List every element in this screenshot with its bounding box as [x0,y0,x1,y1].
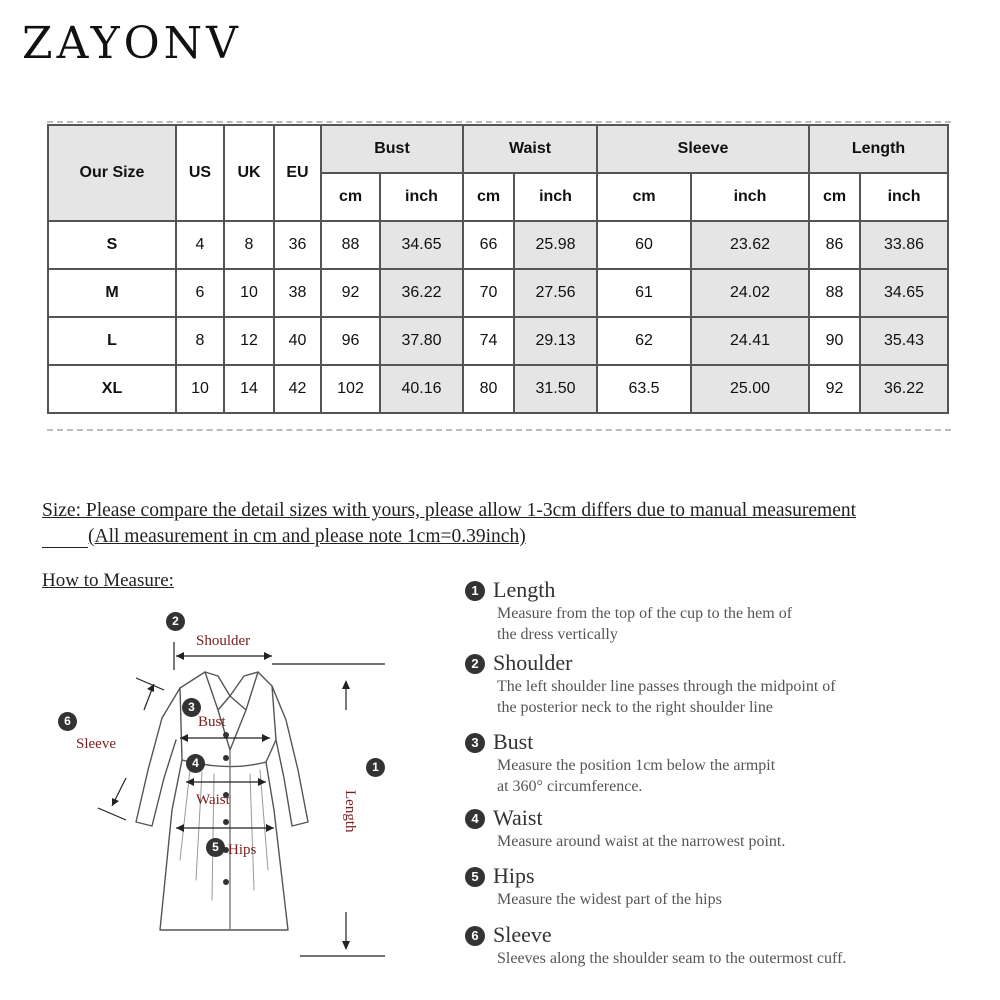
unit-waist-cm: cm [463,173,514,221]
uk-cell: 14 [224,365,274,413]
sleeve-cm-cell: 62 [597,317,691,365]
unit-waist-inch: inch [514,173,597,221]
how-to-measure-heading: How to Measure: [42,570,174,591]
number-5-icon: 5 [465,867,485,887]
us-cell: 4 [176,221,224,269]
number-3-icon: 3 [465,733,485,753]
instruction-title: Sleeve [493,922,552,947]
us-cell: 8 [176,317,224,365]
shoulder-label: Shoulder [196,633,251,649]
header-bust: Bust [321,125,463,173]
brand-logo: ZAYONV [22,18,242,69]
instruction-title: Length [493,577,556,602]
table-header-row [48,125,948,173]
instruction-hips [465,863,722,910]
instruction-desc: Sleeves along the shoulder seam to the outermost cuff. [497,950,847,967]
bust-inch-cell: 36.22 [380,269,463,317]
instruction-desc: Measure around waist at the narrowest point. [497,833,786,850]
uk-cell: 12 [224,317,274,365]
size-cell: S [48,221,176,269]
instruction-desc: the posterior neck to the right shoulder line [497,699,773,716]
note-indent [42,528,88,548]
bust-inch-cell: 34.65 [380,221,463,269]
bust-cm-cell: 88 [321,221,380,269]
us-cell: 10 [176,365,224,413]
uk-cell: 8 [224,221,274,269]
eu-cell: 38 [274,269,321,317]
table-row [48,365,948,413]
instruction-desc: The left shoulder line passes through the midpoint of [497,678,836,695]
sleeve-inch-cell: 24.02 [691,269,809,317]
header-our-size: Our Size [48,125,176,221]
unit-length-inch: inch [860,173,948,221]
marker-3-icon: 3 [182,698,201,717]
unit-bust-cm: cm [321,173,380,221]
unit-length-cm: cm [809,173,860,221]
instruction-title: Hips [493,863,535,888]
measurement-diagram [40,600,440,980]
length-inch-cell: 33.86 [860,221,948,269]
sleeve-cm-cell: 60 [597,221,691,269]
conversion-note-text: (All measurement in cm and please note 1cm=0.39inch) [88,526,526,547]
waist-cm-cell: 74 [463,317,514,365]
header-eu: EU [274,125,321,221]
waist-cm-cell: 70 [463,269,514,317]
unit-sleeve-cm: cm [597,173,691,221]
instruction-length [465,577,792,645]
length-cm-cell: 88 [809,269,860,317]
size-cell: M [48,269,176,317]
size-cell: L [48,317,176,365]
waist-cm-cell: 66 [463,221,514,269]
instruction-bust [465,729,775,797]
sleeve-inch-cell: 24.41 [691,317,809,365]
sleeve-inch-cell: 25.00 [691,365,809,413]
header-uk: UK [224,125,274,221]
unit-bust-inch: inch [380,173,463,221]
instruction-title: Bust [493,729,534,754]
waist-inch-cell: 27.56 [514,269,597,317]
bust-cm-cell: 102 [321,365,380,413]
conversion-note [42,526,526,548]
instruction-desc: Measure from the top of the cup to the hem of [497,605,793,622]
size-cell: XL [48,365,176,413]
instruction-desc: Measure the position 1cm below the armpit [497,757,776,774]
instruction-desc: the dress vertically [497,626,618,643]
waist-inch-cell: 25.98 [514,221,597,269]
number-6-icon: 6 [465,926,485,946]
instruction-desc: at 360° circumference. [497,778,643,795]
bust-inch-cell: 37.80 [380,317,463,365]
right-sleeve [272,686,308,826]
instruction-title: Waist [493,805,543,830]
instruction-title: Shoulder [493,650,573,675]
bust-cm-cell: 92 [321,269,380,317]
marker-5-icon: 5 [206,838,225,857]
marker-2-icon: 2 [166,612,185,631]
sleeve-label: Sleeve [76,736,116,752]
number-2-icon: 2 [465,654,485,674]
marker-6-icon: 6 [58,712,77,731]
uk-cell: 10 [224,269,274,317]
eu-cell: 42 [274,365,321,413]
bust-cm-cell: 96 [321,317,380,365]
dress-illustration [40,600,440,980]
length-cm-cell: 86 [809,221,860,269]
sleeve-tick-bottom [98,808,126,820]
size-chart [47,124,951,431]
eu-cell: 36 [274,221,321,269]
length-inch-cell: 36.22 [860,365,948,413]
table-bottom-border [47,429,951,431]
waist-label: Waist [196,792,230,808]
header-length: Length [809,125,948,173]
header-waist: Waist [463,125,597,173]
eu-cell: 40 [274,317,321,365]
marker-1-icon: 1 [366,758,385,777]
waist-inch-cell: 31.50 [514,365,597,413]
instruction-waist [465,805,785,852]
us-cell: 6 [176,269,224,317]
waist-cm-cell: 80 [463,365,514,413]
length-inch-cell: 34.65 [860,269,948,317]
length-cm-cell: 90 [809,317,860,365]
size-note: Size: Please compare the detail sizes with yours, please allow 1-3cm differs due to manual measurement [42,500,857,521]
table-row [48,269,948,317]
instruction-shoulder [465,650,836,718]
sleeve-inch-cell: 23.62 [691,221,809,269]
number-1-icon: 1 [465,581,485,601]
length-cm-cell: 92 [809,365,860,413]
bust-inch-cell: 40.16 [380,365,463,413]
waist-inch-cell: 29.13 [514,317,597,365]
header-sleeve: Sleeve [597,125,809,173]
sleeve-cm-cell: 61 [597,269,691,317]
table-row [48,317,948,365]
number-4-icon: 4 [465,809,485,829]
instruction-sleeve [465,922,846,969]
bust-label: Bust [198,714,226,730]
sleeve-cm-cell: 63.5 [597,365,691,413]
instruction-desc: Measure the widest part of the hips [497,891,722,908]
unit-sleeve-inch: inch [691,173,809,221]
size-table [47,124,949,414]
hips-label: Hips [228,842,257,858]
header-us: US [176,125,224,221]
table-top-border [47,121,951,123]
marker-4-icon: 4 [186,754,205,773]
length-inch-cell: 35.43 [860,317,948,365]
length-label: Length [342,790,358,833]
table-row [48,221,948,269]
